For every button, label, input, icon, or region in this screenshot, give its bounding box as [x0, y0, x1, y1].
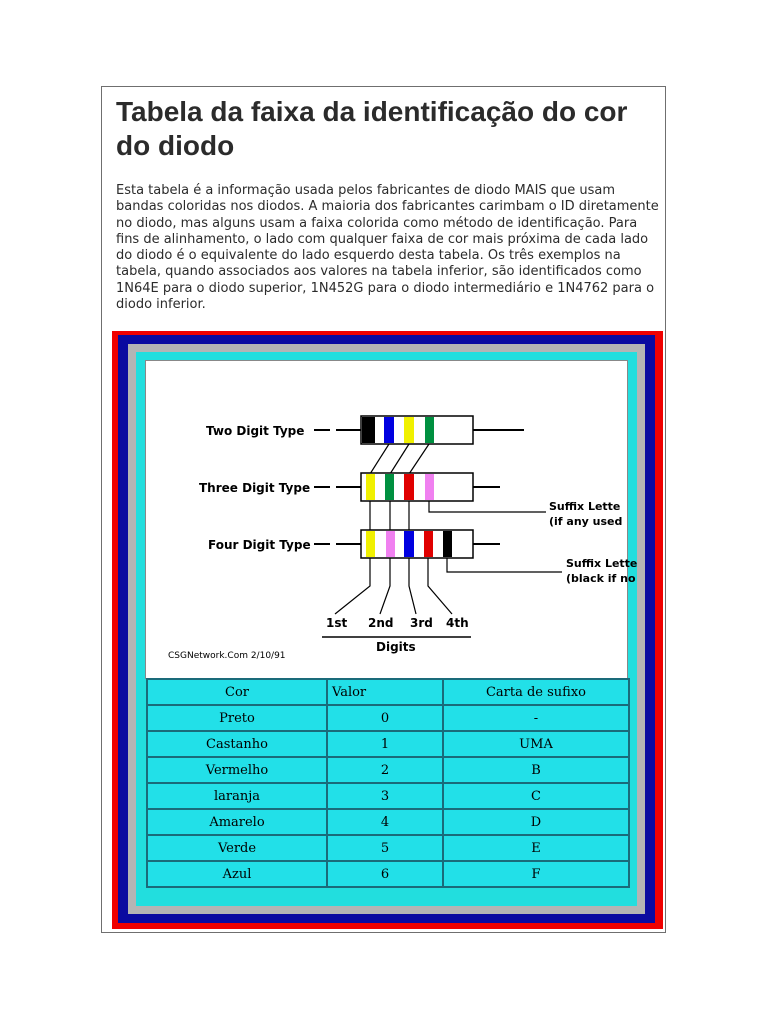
document-page — [101, 86, 666, 933]
cell-color: laranja — [147, 783, 327, 809]
table-row — [147, 783, 629, 809]
diode-two-digit — [336, 416, 524, 444]
digit-pointers — [335, 558, 452, 614]
band-green — [385, 474, 394, 500]
digits-caption: Digits — [376, 640, 416, 654]
cell-suffix: E — [443, 835, 629, 861]
table-row — [147, 861, 629, 887]
diagram-credit: CSGNetwork.Com 2/10/91 — [168, 651, 286, 661]
band-pink — [386, 531, 395, 557]
table-row — [147, 835, 629, 861]
digit-4th: 4th — [446, 616, 469, 630]
digit-1st: 1st — [326, 616, 348, 630]
cell-value: 5 — [327, 835, 443, 861]
suffix-pointer-2 — [447, 558, 562, 572]
diode-diagram — [145, 360, 638, 679]
suffix-note-1-line1: Suffix Lette — [549, 500, 621, 513]
header-sufixo: Carta de sufixo — [443, 679, 629, 705]
band-blue — [404, 531, 414, 557]
band-blue — [384, 417, 394, 443]
suffix-note-2-line1: Suffix Lette — [566, 557, 638, 570]
diode-diagram-svg — [146, 361, 638, 680]
cell-value: 2 — [327, 757, 443, 783]
band-yellow — [404, 417, 414, 443]
cell-color: Preto — [147, 705, 327, 731]
band-pink — [425, 474, 434, 500]
band-red — [424, 531, 433, 557]
table-header-row — [147, 679, 629, 705]
cell-value: 0 — [327, 705, 443, 731]
four-digit-label: Four Digit Type — [208, 538, 311, 552]
cell-suffix: UMA — [443, 731, 629, 757]
diode-four-digit — [336, 530, 500, 558]
table-row — [147, 731, 629, 757]
header-cor: Cor — [147, 679, 327, 705]
cell-suffix: D — [443, 809, 629, 835]
cell-value: 3 — [327, 783, 443, 809]
digit-2nd: 2nd — [368, 616, 394, 630]
band-black — [362, 417, 375, 443]
three-digit-label: Three Digit Type — [199, 481, 311, 495]
cell-suffix: F — [443, 861, 629, 887]
suffix-pointer-1 — [429, 501, 546, 512]
suffix-note-2-line2: (black if no — [566, 572, 636, 585]
band-red — [404, 474, 414, 500]
digit-3rd: 3rd — [410, 616, 433, 630]
connectors-1 — [370, 444, 429, 474]
cell-value: 6 — [327, 861, 443, 887]
cell-value: 1 — [327, 731, 443, 757]
diode-three-digit — [336, 473, 500, 501]
table-row — [147, 757, 629, 783]
page-title: Tabela da faixa da identificação do cor do diodo — [116, 96, 628, 161]
band-yellow — [366, 474, 375, 500]
band-black — [443, 531, 452, 557]
cell-value: 4 — [327, 809, 443, 835]
cell-color: Vermelho — [147, 757, 327, 783]
cell-suffix: B — [443, 757, 629, 783]
table-row — [147, 809, 629, 835]
connectors-2 — [370, 501, 409, 531]
cell-color: Amarelo — [147, 809, 327, 835]
cell-suffix: C — [443, 783, 629, 809]
cell-suffix: - — [443, 705, 629, 731]
two-digit-label: Two Digit Type — [206, 424, 305, 438]
band-green — [425, 417, 434, 443]
suffix-note-1-line2: (if any used — [549, 515, 623, 528]
cell-color: Azul — [147, 861, 327, 887]
cell-color: Castanho — [147, 731, 327, 757]
table-row — [147, 705, 629, 731]
band-yellow — [366, 531, 375, 557]
intro-paragraph: Esta tabela é a informação usada pelos fabricantes de diodo MAIS que usam bandas coloridas nos diodos. A maioria dos fabricantes carimbam o ID diretamente no diodo, mas alguns usam a faixa colorida como método de identificação. Para fins de alinhamento, o lado com qualquer faixa de cor mais próxima de cada lado do diodo é o equivalente do lado esquerdo desta tabela. Os três exemplos na tabela, quando associados aos valores na tabela inferior, são identificados como 1N64E para o diodo superior, 1N452G para o diodo intermediário e 1N4762 para o diodo inferior. — [116, 183, 659, 313]
header-valor: Valor — [327, 679, 443, 705]
color-code-table — [146, 678, 630, 888]
cell-color: Verde — [147, 835, 327, 861]
